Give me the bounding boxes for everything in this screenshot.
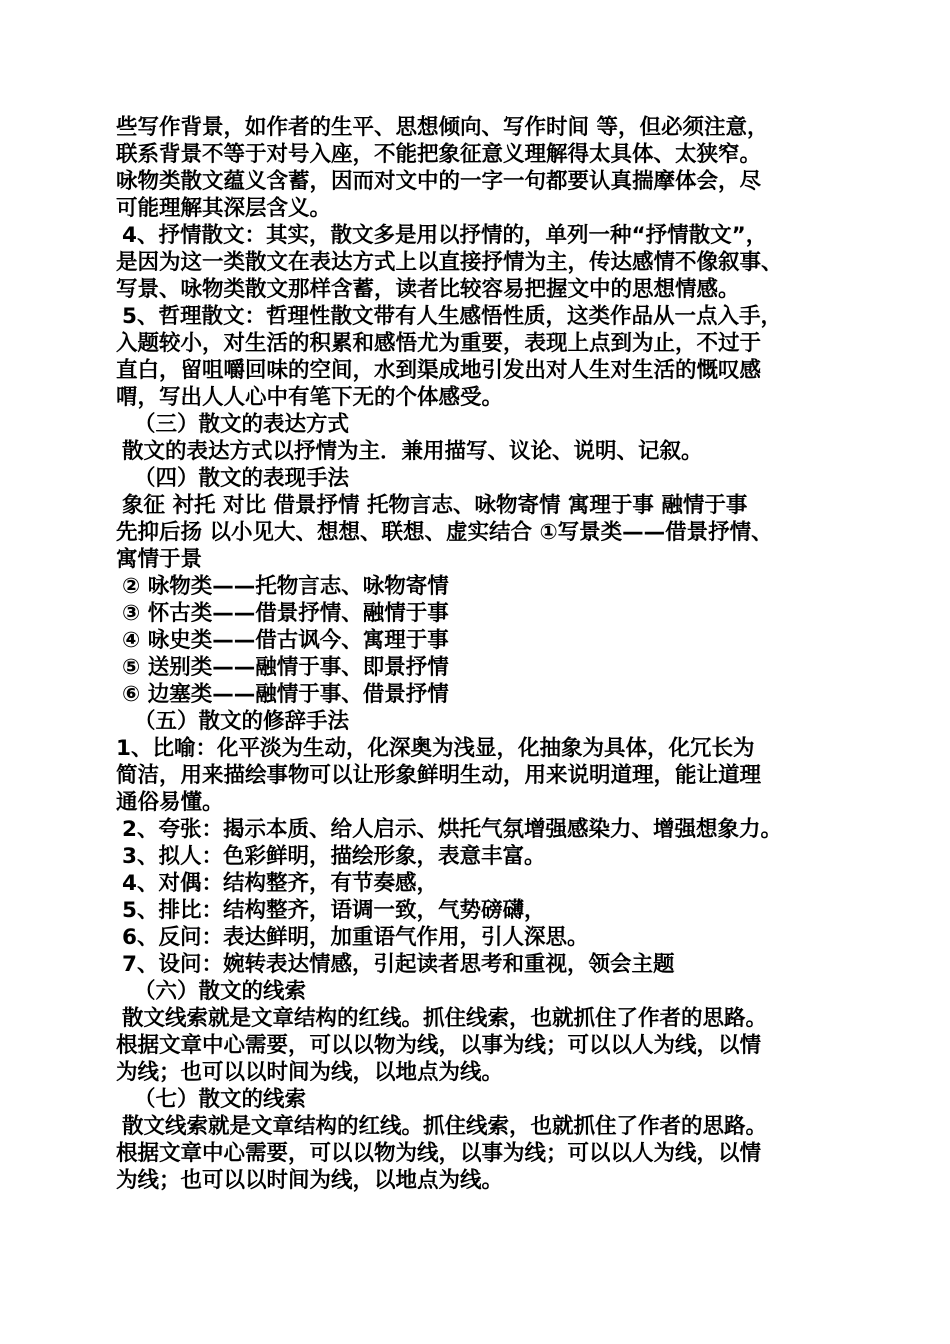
list-item: ② 咏物类——托物言志、咏物寄情 (122, 574, 449, 599)
text-line: 象征 衬托 对比 借景抒情 托物言志、咏物寄情 寓理于事 融情于事 (122, 493, 748, 518)
text-line: 简洁，用来描绘事物可以让形象鲜明生动，用来说明道理，能让道理 (116, 763, 762, 788)
list-item: 7、设问：婉转表达情感，引起读者思考和重视，领会主题 (122, 952, 675, 977)
list-item: ⑥ 边塞类——融情于事、借景抒情 (122, 682, 449, 707)
text-line: 散文线索就是文章结构的红线。抓住线索，也就抓住了作者的思路。 (122, 1114, 768, 1139)
list-item: 3、拟人：色彩鲜明，描绘形象，表意丰富。 (122, 844, 546, 869)
text-line: 直白，留咀嚼回味的空间，水到渠成地引发出对人生对生活的慨叹感 (116, 358, 762, 383)
text-line: 咏物类散文蕴义含蓄，因而对文中的一字一句都要认真揣摩体会，尽 (116, 169, 762, 194)
text-line: 先抑后扬 以小见大、想想、联想、虚实结合 ①写景类——借景抒情、 (116, 520, 773, 545)
text-line: 根据文章中心需要，可以以物为线，以事为线；可以以人为线，以情 (116, 1141, 762, 1166)
text-line: 些写作背景，如作者的生平、思想倾向、写作时间 等，但必须注意， (116, 115, 769, 140)
text-line: 写景、咏物类散文那样含蓄，读者比较容易把握文中的思想情感。 (116, 277, 740, 302)
list-item: 5、排比：结构整齐，语调一致，气势磅礴， (122, 898, 546, 923)
text-line: 入题较小，对生活的积累和感悟尤为重要，表现上点到为止，不过于 (116, 331, 762, 356)
section-heading: （七）散文的线索 (134, 1087, 307, 1112)
text-line: 根据文章中心需要，可以以物为线，以事为线；可以以人为线，以情 (116, 1033, 762, 1058)
text-line: 为线；也可以以时间为线，以地点为线。 (116, 1060, 504, 1085)
list-item: 6、反问：表达鲜明，加重语气作用，引人深思。 (122, 925, 589, 950)
section-heading: （四）散文的表现手法 (134, 466, 350, 491)
text-line: 4、抒情散文：其实，散文多是用以抒情的，单列一种“抒情散文”， (122, 223, 768, 248)
list-item: 2、夸张：揭示本质、给人启示、烘托气氛增强感染力、增强想象力。 (122, 817, 782, 842)
text-line: 可能理解其深层含义。 (116, 196, 332, 221)
text-line: 寓情于景 (116, 547, 203, 572)
text-line: 为线；也可以以时间为线，以地点为线。 (116, 1168, 504, 1193)
section-heading: （三）散文的表达方式 (134, 412, 350, 437)
document-body (116, 114, 846, 1194)
list-item: ④ 咏史类——借古讽今、寓理于事 (122, 628, 449, 653)
section-heading: （六）散文的线索 (134, 979, 307, 1004)
list-item: ③ 怀古类——借景抒情、融情于事 (122, 601, 449, 626)
text-line: 散文的表达方式以抒情为主．兼用描写、议论、说明、记叙。 (122, 439, 703, 464)
text-line: 是因为这一类散文在表达方式上以直接抒情为主，传达感情不像叙事、 (116, 250, 783, 275)
text-line: 喟，写出人人心中有笔下无的个体感受。 (116, 385, 504, 410)
text-line: 联系背景不等于对号入座，不能把象征意义理解得太具体、太狭窄。 (116, 142, 762, 167)
text-line: 通俗易懂。 (116, 790, 224, 815)
list-item: 4、对偶：结构整齐，有节奏感， (122, 871, 438, 896)
list-item: ⑤ 送别类——融情于事、即景抒情 (122, 655, 449, 680)
text-line: 1、比喻：化平淡为生动，化深奥为浅显，化抽象为具体，化冗长为 (116, 736, 755, 761)
text-line: 散文线索就是文章结构的红线。抓住线索，也就抓住了作者的思路。 (122, 1006, 768, 1031)
section-heading: （五）散文的修辞手法 (134, 709, 350, 734)
text-line: 5、哲理散文：哲理性散文带有人生感悟性质，这类作品从一点入手， (122, 304, 782, 329)
